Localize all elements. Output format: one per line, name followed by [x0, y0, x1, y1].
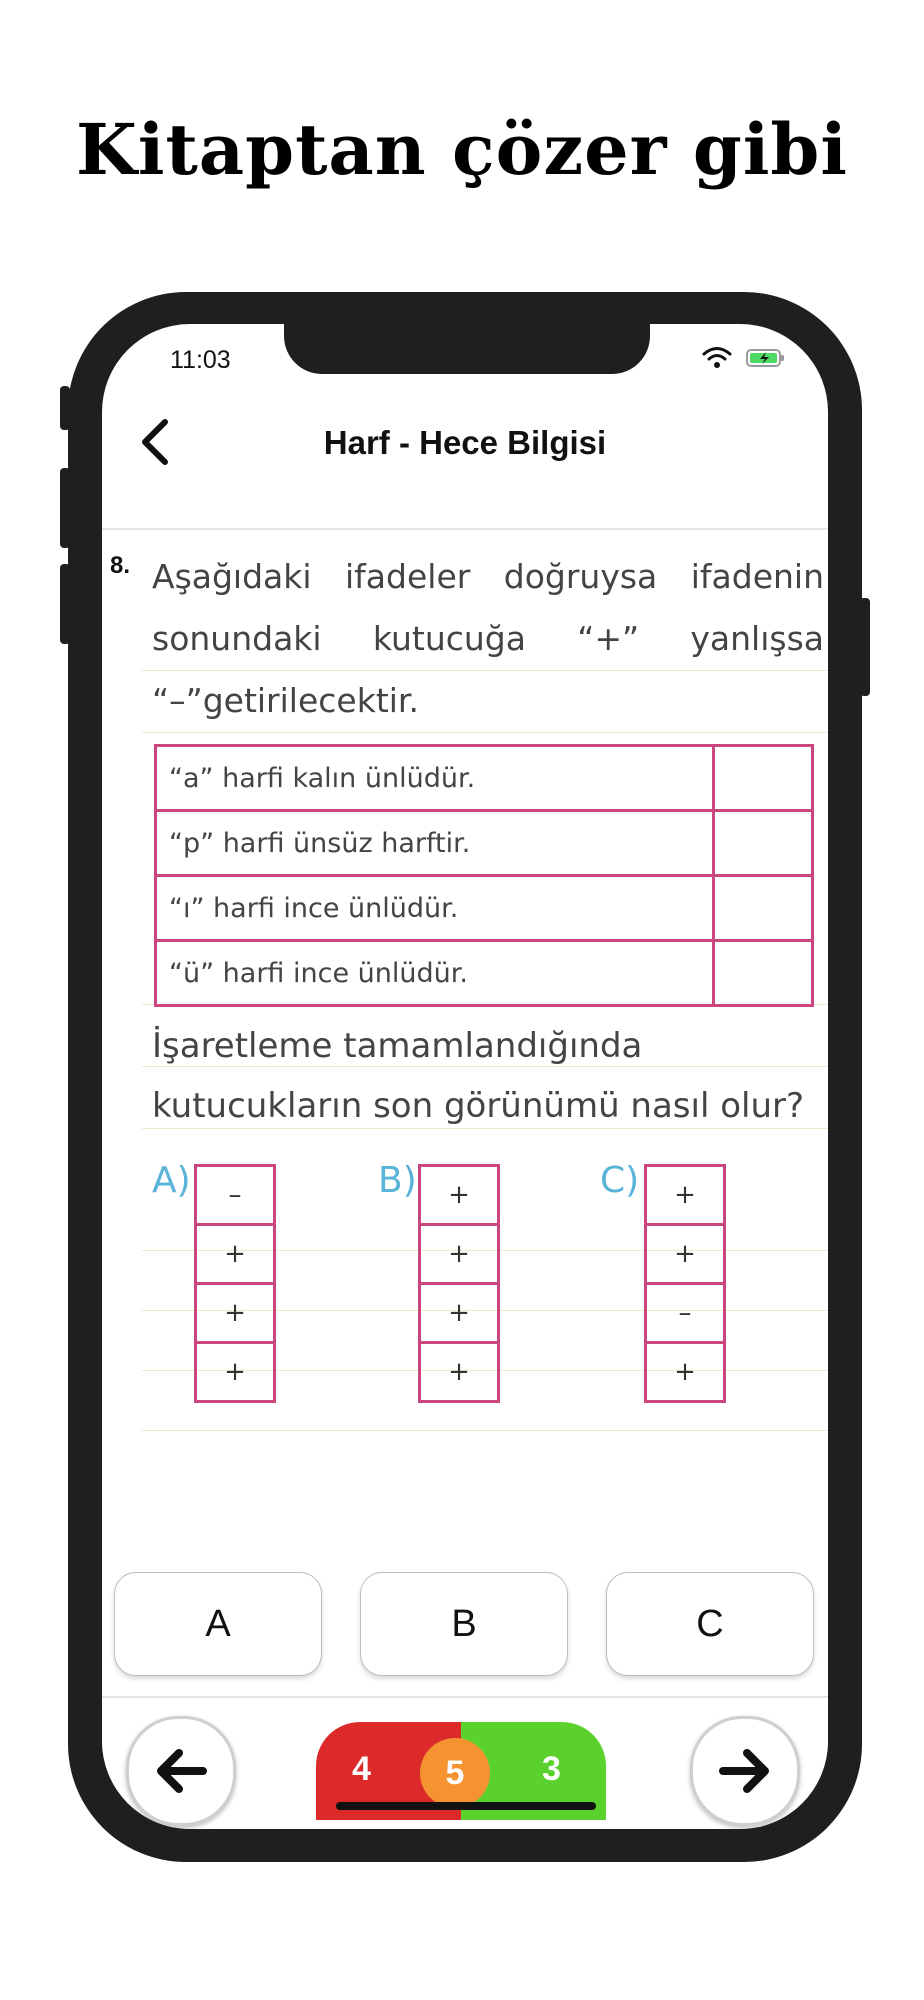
status-time: 11:03: [170, 346, 231, 374]
answer-box: [714, 811, 813, 876]
table-row: [156, 941, 813, 1006]
statement-text: “a” harfi kalın ünlüdür.: [156, 746, 714, 811]
question-text: Aşağıdaki ifadeler doğruysa ifadenin sonundaki kutucuğa “+” yanlışsa “–”getirilecektir.: [152, 557, 824, 720]
option-a-boxes: [194, 1164, 276, 1403]
option-c-label: C): [600, 1160, 640, 1201]
answer-button-a[interactable]: A: [114, 1572, 322, 1676]
table-row: [156, 746, 813, 811]
wrong-count: 4: [352, 1750, 371, 1788]
answer-box: [714, 746, 813, 811]
option-mark: +: [194, 1223, 276, 1282]
option-b-boxes: [418, 1164, 500, 1403]
notch: [284, 324, 650, 374]
mute-switch: [60, 386, 70, 430]
arrow-left-icon: [153, 1747, 209, 1795]
option-mark: +: [418, 1341, 500, 1403]
battery-charging-icon: [746, 348, 786, 368]
arrow-right-icon: [717, 1747, 773, 1795]
option-mark: +: [418, 1223, 500, 1282]
option-mark: +: [194, 1341, 276, 1403]
page-title: Harf - Hece Bilgisi: [323, 424, 607, 461]
option-mark: +: [644, 1341, 726, 1403]
option-mark: +: [644, 1164, 726, 1223]
app-screen: [102, 324, 828, 1829]
option-mark: +: [194, 1282, 276, 1341]
wifi-icon: [702, 346, 732, 370]
phone-frame: [68, 292, 862, 1862]
option-mark: +: [644, 1223, 726, 1282]
answer-box: [714, 876, 813, 941]
statement-table: [154, 744, 814, 1007]
statement-text: “p” harfi ünsüz harftir.: [156, 811, 714, 876]
home-indicator: [336, 1802, 596, 1810]
statement-text: “ü” harfi ince ünlüdür.: [156, 941, 714, 1006]
answer-button-c[interactable]: C: [606, 1572, 814, 1676]
option-b-label: B): [378, 1160, 417, 1201]
statement-text: “ı” harfi ince ünlüdür.: [156, 876, 714, 941]
option-a-label: A): [152, 1160, 191, 1201]
question-number: 8.: [110, 552, 131, 579]
answer-button-b[interactable]: B: [360, 1572, 568, 1676]
headline: Kitaptan çözer gibi: [76, 108, 848, 191]
current-count-badge: 5: [420, 1738, 490, 1808]
question-image: [102, 528, 828, 1562]
option-mark: –: [644, 1282, 726, 1341]
table-row: [156, 876, 813, 941]
option-c-boxes: [644, 1164, 726, 1403]
option-mark: –: [194, 1164, 276, 1223]
option-mark: +: [418, 1282, 500, 1341]
power-button: [860, 598, 870, 696]
correct-count: 3: [542, 1750, 561, 1788]
question-prompt: İşaretleme tamamlandığında kutucukların son görünümü nasıl olur?: [152, 1026, 805, 1126]
answer-box: [714, 941, 813, 1006]
volume-down-button: [60, 564, 70, 644]
next-question-button[interactable]: [690, 1716, 800, 1826]
table-row: [156, 811, 813, 876]
option-mark: +: [418, 1164, 500, 1223]
previous-question-button[interactable]: [126, 1716, 236, 1826]
volume-up-button: [60, 468, 70, 548]
